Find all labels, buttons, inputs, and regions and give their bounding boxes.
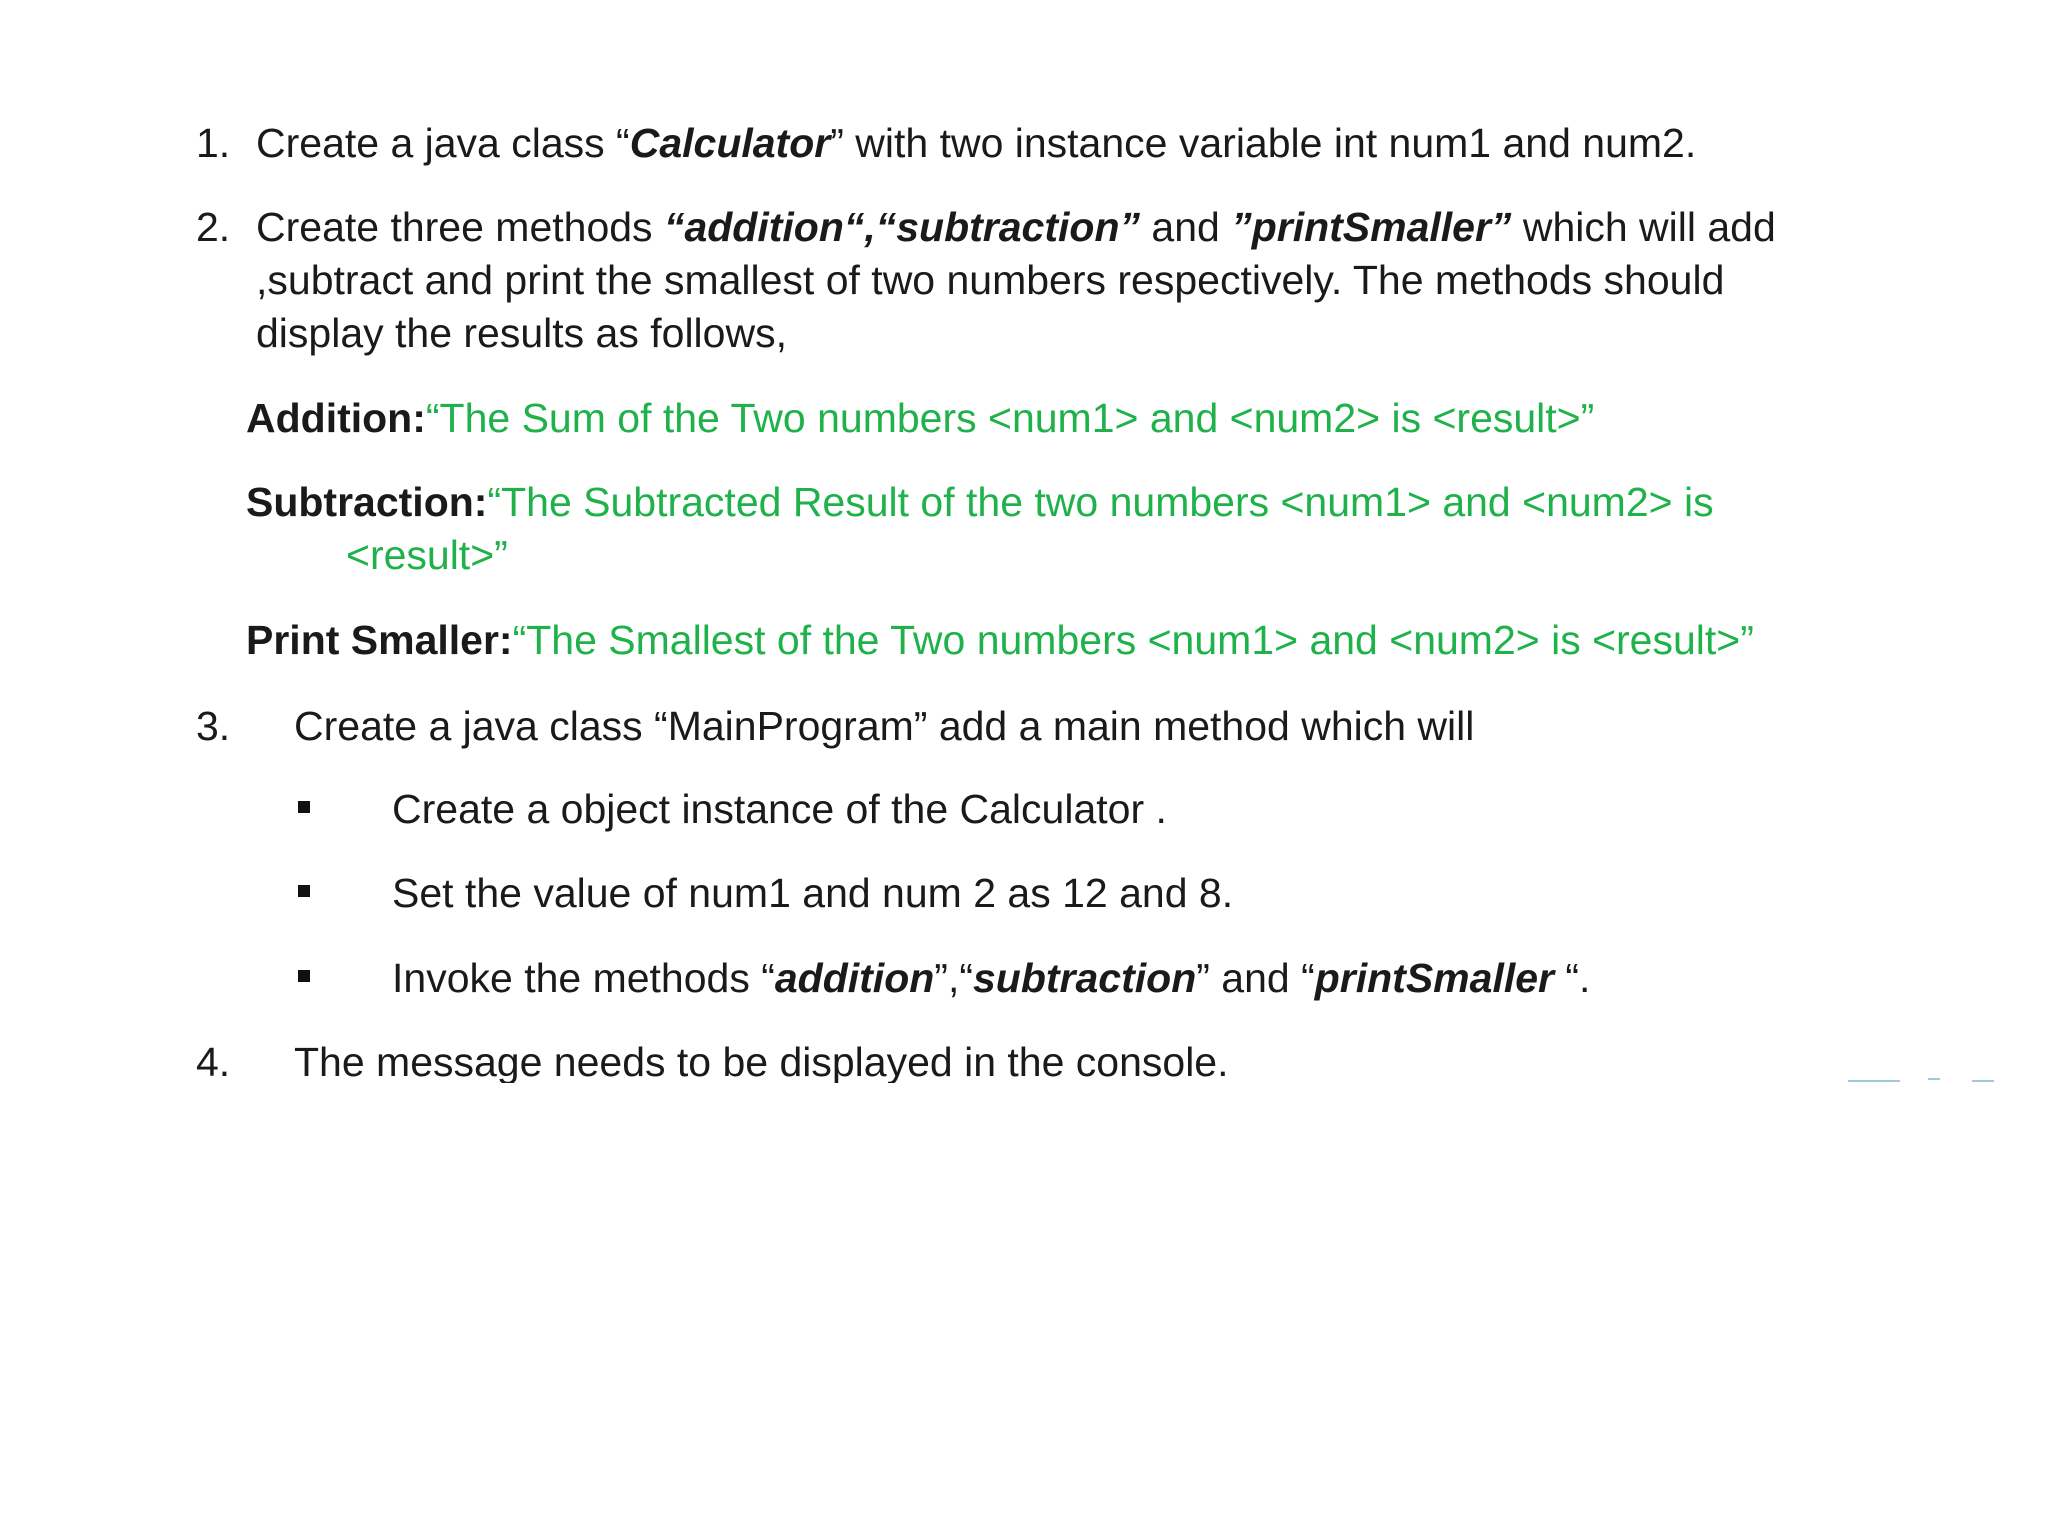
print-smaller-message: “The Smallest of the Two numbers <num1> and <num2> is <result>” bbox=[512, 617, 1754, 663]
item-4-number: 4. bbox=[196, 1039, 231, 1083]
item-2-number: 2. bbox=[196, 204, 231, 250]
item-4-clip bbox=[0, 1030, 2048, 1083]
decorative-mark-2 bbox=[1928, 1078, 1940, 1080]
sub-item-1: Create a object instance of the Calculator . bbox=[392, 786, 1167, 832]
sub-item-3-text-b: ”,“ bbox=[934, 955, 973, 1001]
item-1-number: 1. bbox=[196, 120, 231, 166]
sub-item-3-text-a: Invoke the methods “ bbox=[392, 955, 775, 1001]
item-1-text bbox=[256, 117, 1696, 169]
calculator-class-name: Calculator bbox=[629, 120, 831, 166]
print-smaller-format bbox=[246, 614, 1754, 666]
method-names-a: “addition“,“subtraction” bbox=[663, 204, 1140, 250]
sub-item-3-text-d: “. bbox=[1553, 955, 1591, 1001]
sub-item-3 bbox=[392, 952, 1590, 1004]
sub-item-3-text-c: ” and “ bbox=[1196, 955, 1315, 1001]
subtraction-message-continued: <result>” bbox=[346, 532, 508, 578]
item-4-text: The message needs to be displayed in the console. bbox=[294, 1039, 1229, 1083]
item-3-number: 3. bbox=[196, 703, 231, 749]
item-2-text-a: Create three methods bbox=[256, 204, 664, 250]
bullet-2 bbox=[298, 885, 310, 897]
invoke-addition: addition bbox=[774, 955, 935, 1001]
addition-label: Addition: bbox=[246, 395, 426, 441]
item-1-text-b: ” with two instance variable int num1 and num2. bbox=[830, 120, 1697, 166]
item-1-text-a: Create a java class “ bbox=[256, 120, 630, 166]
method-name-print-smaller: ”printSmaller” bbox=[1231, 204, 1512, 250]
invoke-subtraction: subtraction bbox=[973, 955, 1197, 1001]
print-smaller-label: Print Smaller: bbox=[246, 617, 513, 663]
sub-item-2: Set the value of num1 and num 2 as 12 and 8. bbox=[392, 870, 1234, 916]
subtraction-message: “The Subtracted Result of the two numbers <num1> and <num2> is bbox=[487, 479, 1714, 525]
subtraction-format bbox=[246, 476, 1714, 528]
invoke-print-smaller: printSmaller bbox=[1314, 955, 1554, 1001]
item-2-text-b: and bbox=[1140, 204, 1232, 250]
item-2-line-1 bbox=[256, 201, 1776, 253]
bullet-1 bbox=[298, 801, 310, 813]
item-2-text-c: which will add bbox=[1511, 204, 1776, 250]
decorative-mark-1 bbox=[1848, 1080, 1900, 1082]
item-2-line-2: ,subtract and print the smallest of two numbers respectively. The methods should bbox=[256, 257, 1725, 303]
item-2-line-3: display the results as follows, bbox=[256, 310, 787, 356]
addition-message: “The Sum of the Two numbers <num1> and <num2> is <result>” bbox=[425, 395, 1595, 441]
bullet-3 bbox=[298, 970, 310, 982]
addition-format bbox=[246, 392, 1594, 444]
decorative-mark-3 bbox=[1972, 1080, 1994, 1082]
subtraction-label: Subtraction: bbox=[246, 479, 488, 525]
item-3-text: Create a java class “MainProgram” add a main method which will bbox=[294, 703, 1475, 749]
